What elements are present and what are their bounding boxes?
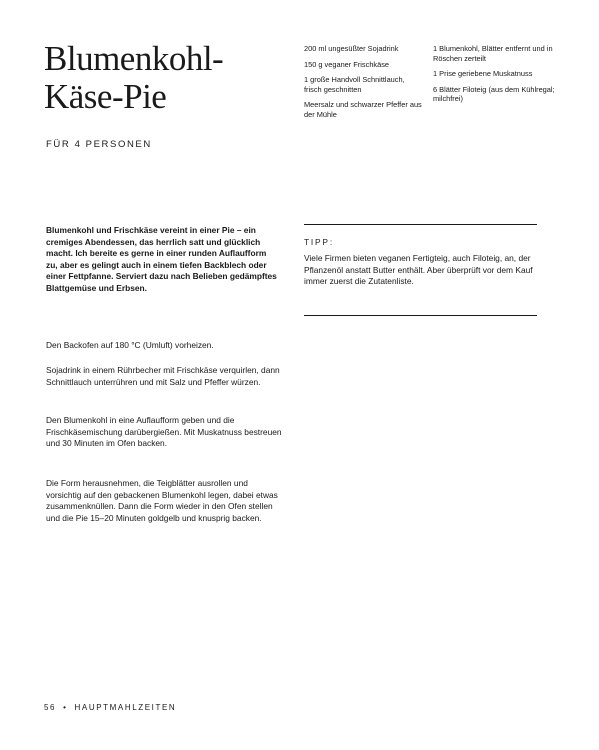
ingredient-item: 1 Prise geriebene Muskatnuss <box>433 69 533 79</box>
ingredient-item: 200 ml ungesüßter Sojadrink <box>304 44 399 53</box>
ingredients-column-1 <box>304 44 422 126</box>
recipe-title <box>44 40 284 116</box>
page-number: 56 <box>44 703 57 712</box>
ingredients-column-2 <box>433 44 555 110</box>
ingredient-item: Meersalz und schwarzer Pfeffer aus der Mühle <box>304 100 422 119</box>
section-name: HAUPTMAHLZEITEN <box>74 703 177 712</box>
ingredient-item: 150 g veganer Frischkäse <box>304 59 390 69</box>
tip-label: TIPP: <box>304 237 334 247</box>
footer-separator: • <box>63 703 68 712</box>
recipe-title-line-2: Käse-Pie <box>44 77 167 116</box>
page-footer <box>44 703 176 712</box>
recipe-intro: Blumenkohl und Frischkäse vereint in einer Pie – ein cremiges Abendessen, das herrlich satt und glücklich macht. Ich bereite es gerne in einer runden Auflaufform zu, aber es gelingt auch in einem tiefen Backblech oder einer Fettpfanne. Serviert dazu nach Belieben gedämpftes Blattgemüse und Erbsen. <box>46 225 277 293</box>
method-step-4: Die Form herausnehmen, die Teigblätter ausrollen und vorsichtig auf den gebackenen Blumenkohl legen, dabei etwas zusammenknüllen. Dann die Form wieder in den Ofen stellen und die Pie 15–20 Minuten goldgelb und knusprig backen. <box>46 478 278 523</box>
recipe-title-line-1: Blumenkohl- <box>44 39 224 78</box>
ingredient-item: 1 große Handvoll Schnittlauch, frisch geschnitten <box>304 75 405 94</box>
tip-text: Viele Firmen bieten veganen Fertigteig, auch Filoteig, an, der Pflanzenöl anstatt Butter enthält. Aber überprüft vor dem Kauf immer zuerst die Zutatenliste. <box>304 253 533 287</box>
method-step-2: Sojadrink in einem Rührbecher mit Frischkäse verquirlen, dann Schnittlauch unterrühren und mit Salz und Pfeffer würzen. <box>46 365 280 387</box>
servings-label: FÜR 4 PERSONEN <box>46 139 152 150</box>
method-step-1: Den Backofen auf 180 °C (Umluft) vorheizen. <box>46 340 214 350</box>
ingredient-item: 6 Blätter Filoteig (aus dem Kühlregal; milchfrei) <box>433 84 555 104</box>
ingredient-item: 1 Blumenkohl, Blätter entfernt und in Röschen zerteilt <box>433 44 553 63</box>
tip-box <box>304 224 537 316</box>
method-step-3: Den Blumenkohl in eine Auflaufform geben und die Frischkäsemischung darübergießen. Mit Muskatnuss bestreuen und 30 Minuten im Ofen backen. <box>46 415 282 449</box>
